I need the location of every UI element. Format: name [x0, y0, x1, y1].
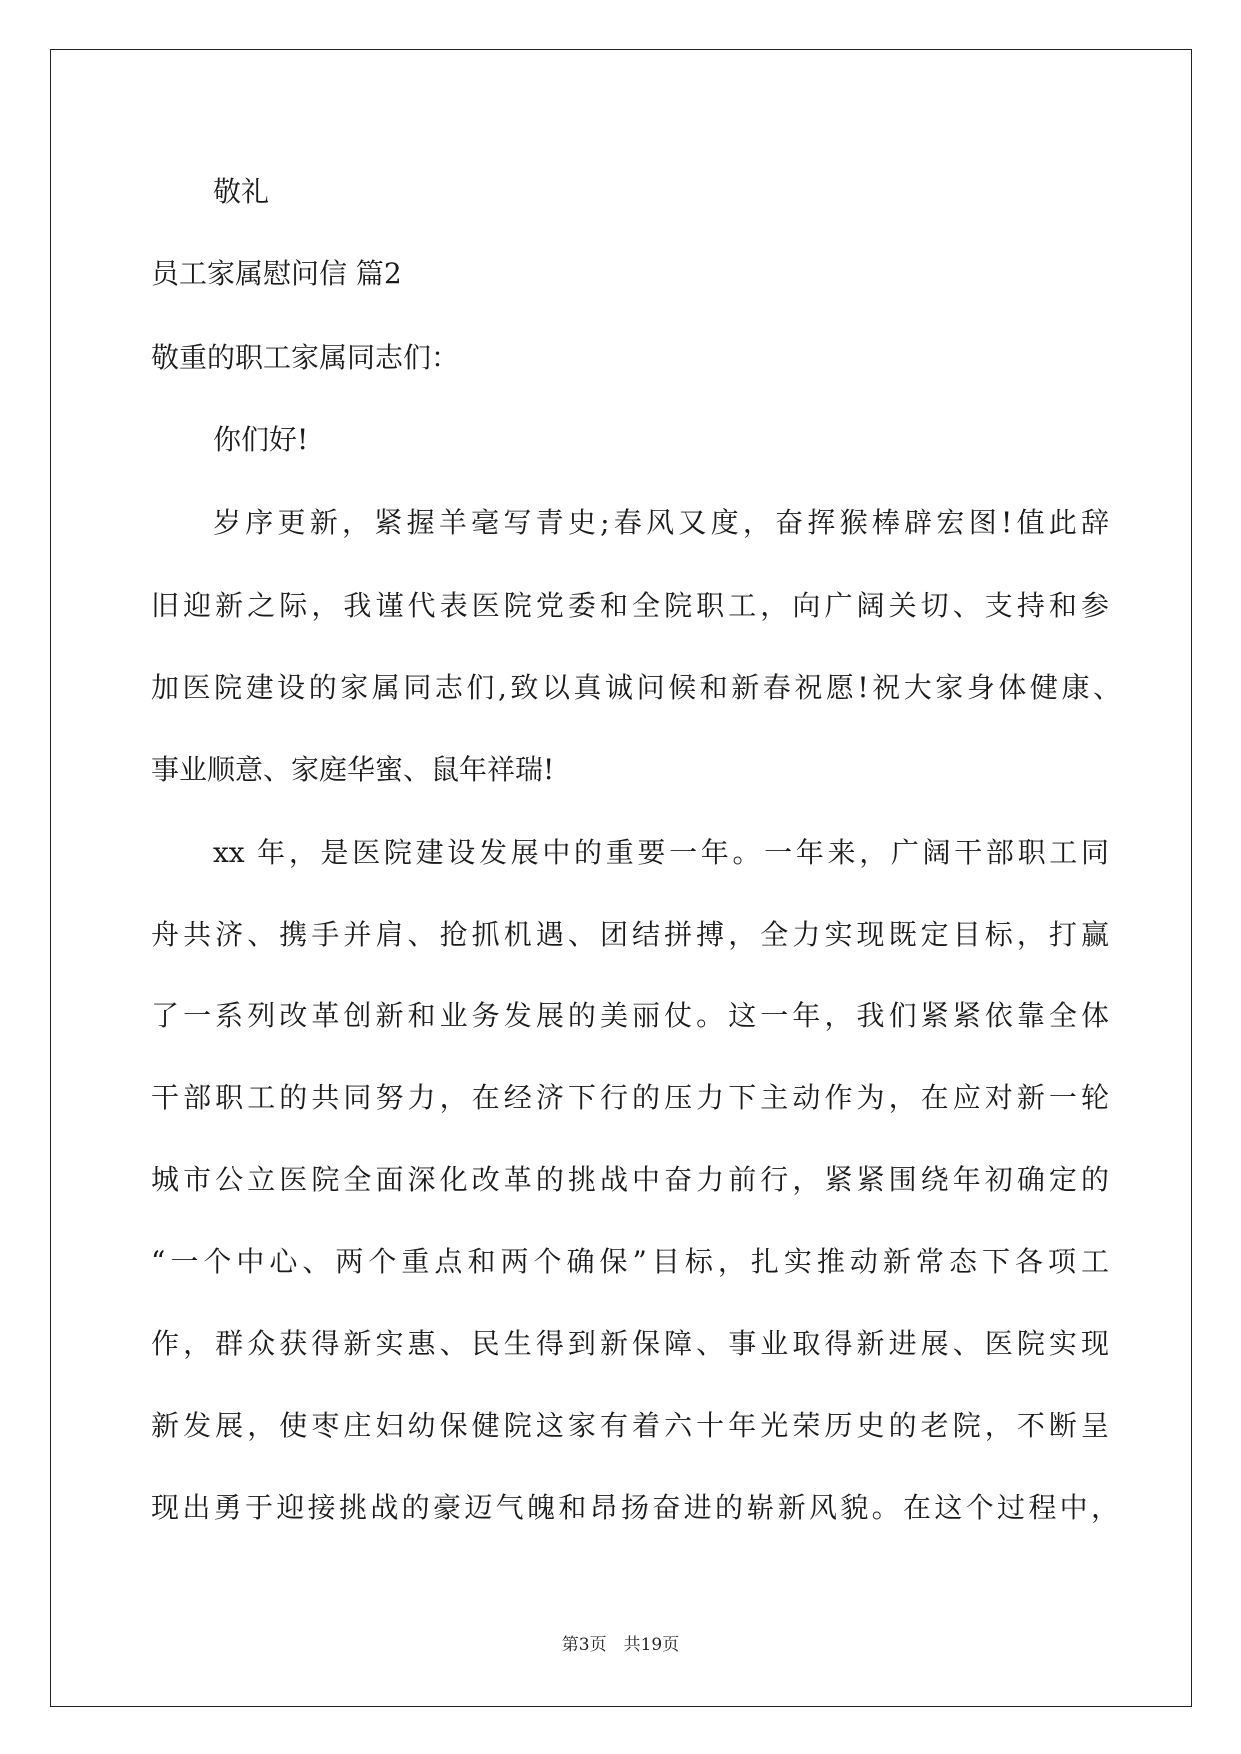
paragraph-1-line: 旧迎新之际，我谨代表医院党委和全院职工，向广阔关切、支持和参 [151, 589, 1109, 622]
paragraph-2-line: 现出勇于迎接挑战的豪迈气魄和昂扬奋进的崭新风貌。在这个过程中， [151, 1491, 1119, 1524]
salutation: 敬重的职工家属同志们： [151, 341, 460, 374]
paragraph-2-line: 新发展，使枣庄妇幼保健院这家有着六十年光荣历史的老院，不断呈 [151, 1409, 1109, 1442]
paragraph-1-line: 岁序更新，紧握羊毫写青史;春风又度，奋挥猴棒辟宏图!值此辞 [213, 506, 1109, 539]
paragraph-1-line: 事业顺意、家庭华蜜、鼠年祥瑞! [151, 753, 555, 786]
paragraph-2-line: 城市公立医院全面深化改革的挑战中奋力前行，紧紧围绕年初确定的 [151, 1163, 1109, 1196]
closing-text: 敬礼 [213, 175, 270, 208]
paragraph-2-line: 舟共济、携手并肩、抢抓机遇、团结拼搏，全力实现既定目标，打赢 [151, 918, 1109, 951]
paragraph-2-line: xx 年，是医院建设发展中的重要一年。一年来，广阔干部职工同 [213, 836, 1109, 869]
page-border [50, 49, 1192, 1707]
greeting: 你们好! [213, 423, 309, 456]
letter-title: 员工家属慰问信 篇2 [151, 257, 402, 290]
paragraph-2-line: 作，群众获得新实惠、民生得到新保障、事业取得新进展、医院实现 [151, 1327, 1109, 1360]
paragraph-2-line: 干部职工的共同努力，在经济下行的压力下主动作为，在应对新一轮 [151, 1081, 1109, 1114]
page-number-footer: 第3页 共19页 [561, 1635, 680, 1655]
paragraph-2-line: 了一系列改革创新和业务发展的美丽仗。这一年，我们紧紧依靠全体 [151, 999, 1109, 1032]
paragraph-1-line: 加医院建设的家属同志们,致以真诚问候和新春祝愿!祝大家身体健康、 [151, 671, 1121, 704]
paragraph-2-line: “一个中心、两个重点和两个确保”目标，扎实推动新常态下各项工 [151, 1245, 1109, 1278]
